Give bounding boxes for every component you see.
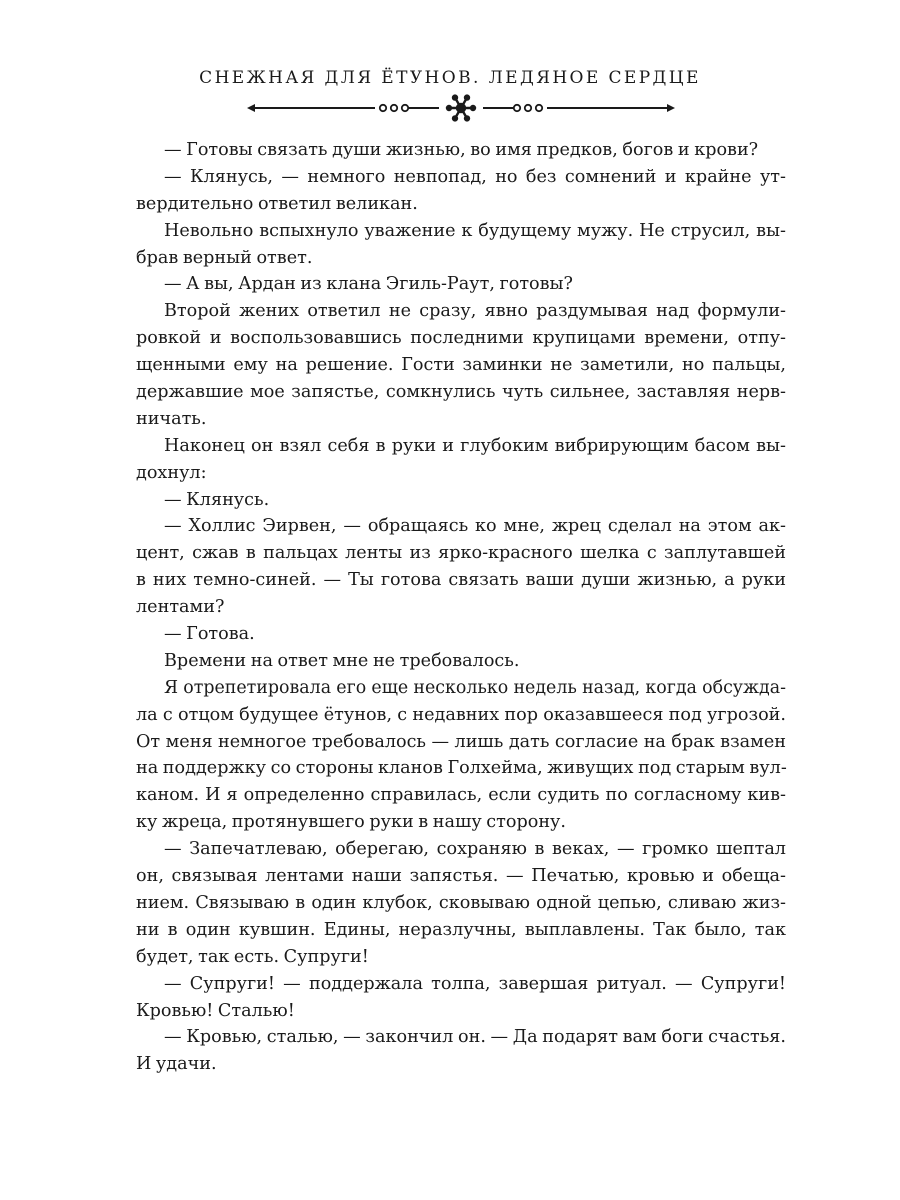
text-line: — Супруги! — поддержала толпа, завершая ритуал. — Супруги! <box>164 973 786 994</box>
text-line: От меня немногое требовалось — лишь дать согласие на брак взамен <box>136 731 786 752</box>
text-line: каном. И я определенно справилась, если судить по согласному кив- <box>136 785 786 806</box>
text-line: Наконец он взял себя в руки и глубоким вибрирующим басом вы- <box>164 435 786 456</box>
text-line: — А вы, Ардан из клана Эгиль-Раут, готовы? <box>164 274 573 295</box>
body-text <box>136 137 786 1078</box>
text-line: Времени на ответ мне не требовалось. <box>164 650 520 671</box>
running-head: СНЕЖНАЯ ДЛЯ ЁТУНОВ. ЛЕДЯНОЕ СЕРДЦЕ <box>199 68 701 88</box>
text-line: нием. Связываю в один клубок, сковываю одной цепью, сливаю жиз- <box>136 892 786 913</box>
text-line: на поддержку со стороны кланов Голхейма, живущих под старым вул- <box>136 758 787 779</box>
text-line: — Клянусь, — немного невпопад, но без сомнений и крайне ут- <box>164 166 786 187</box>
text-line: брав верный ответ. <box>136 247 313 268</box>
text-line: ничать. <box>136 408 207 429</box>
text-line: Кровью! Сталью! <box>136 1000 295 1021</box>
text-line: — Готовы связать души жизнью, во имя предков, богов и крови? <box>164 140 759 160</box>
text-line: ла с отцом будущее ётунов, с недавних пор оказавшееся под угрозой. <box>136 704 786 725</box>
text-line: Я отрепетировала его еще несколько недель назад, когда обсужда- <box>164 677 786 698</box>
text-line: — Кровью, сталью, — закончил он. — Да подарят вам боги счастья. <box>164 1027 786 1048</box>
text-line: Невольно вспыхнуло уважение к будущему мужу. Не струсил, вы- <box>164 220 786 241</box>
text-line: — Запечатлеваю, оберегаю, сохраняю в веках, — громко шептал <box>164 839 786 860</box>
text-line: ровкой и воспользовавшись последними крупицами времени, отпу- <box>136 328 786 349</box>
text-line: будет, так есть. Супруги! <box>136 946 369 967</box>
text-line: цент, сжав в пальцах ленты из ярко-красного шелка с заплутавшей <box>136 543 786 564</box>
snowflake-divider-icon <box>245 94 677 122</box>
text-line: он, связывая лентами наши запястья. — Печатью, кровью и обеща- <box>136 866 786 887</box>
text-line: Второй жених ответил не сразу, явно раздумывая над формули- <box>164 301 786 322</box>
text-line: дохнул: <box>136 462 207 483</box>
text-line: И удачи. <box>136 1054 217 1075</box>
text-line: — Клянусь. <box>164 489 270 510</box>
text-line: щенными ему на решение. Гости заминки не заметили, но пальцы, <box>136 355 786 376</box>
text-line: — Холлис Эирвен, — обращаясь ко мне, жрец сделал на этом ак- <box>164 516 786 537</box>
text-line: державшие мое запястье, сомкнулись чуть сильнее, заставляя нерв- <box>136 382 786 403</box>
text-line: вердительно ответил великан. <box>136 193 418 214</box>
text-line: — Готова. <box>164 624 255 645</box>
text-line: лентами? <box>136 597 225 618</box>
text-line: ни в один кувшин. Едины, неразлучны, выплавлены. Так было, так <box>136 919 786 940</box>
text-line: ку жреца, протянувшего руки в нашу сторону. <box>136 812 567 833</box>
text-line: в них темно-синей. — Ты готова связать ваши души жизнью, а руки <box>136 570 786 591</box>
